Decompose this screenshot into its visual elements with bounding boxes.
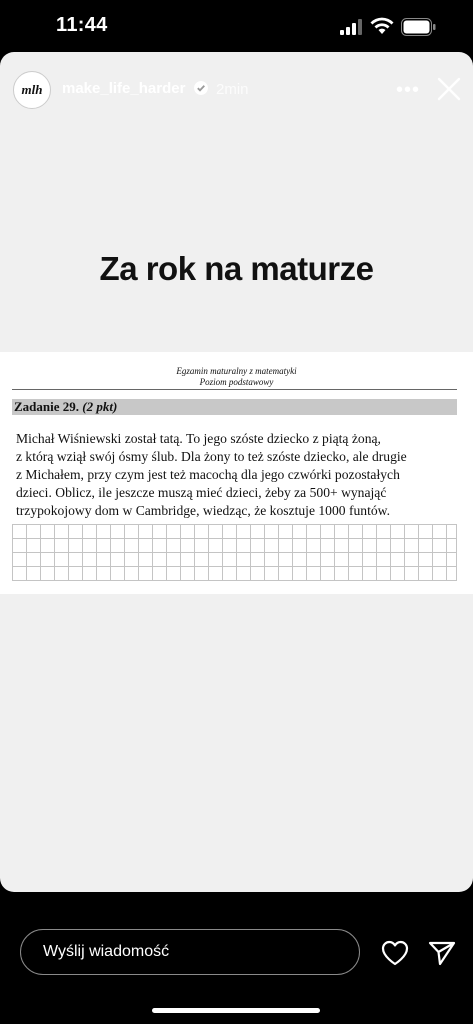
username[interactable]: make_life_harder <box>62 80 186 97</box>
story-headline: Za rok na maturze <box>99 250 374 287</box>
story-card[interactable] <box>0 52 473 892</box>
paper-header-level: Poziom podstawowy <box>199 377 274 387</box>
answer-grid <box>12 524 457 581</box>
verified-icon <box>194 81 208 95</box>
task-points: (2 pkt) <box>82 399 118 414</box>
task-line: z Michałem, przy czym jest też macochą dla jego czwórki pozostałych <box>16 467 400 482</box>
avatar[interactable]: mlh <box>13 71 51 109</box>
home-indicator[interactable] <box>152 1008 320 1013</box>
close-icon[interactable] <box>436 76 462 102</box>
battery-icon <box>401 18 437 36</box>
exam-paper-image <box>0 352 473 594</box>
more-options-icon[interactable]: ••• <box>396 79 421 101</box>
message-input[interactable] <box>20 929 360 975</box>
signal-icon <box>340 19 364 35</box>
task-text <box>16 430 460 520</box>
paper-divider <box>12 389 457 390</box>
status-bar <box>0 0 473 54</box>
wifi-icon <box>370 17 394 35</box>
paper-header-exam: Egzamin maturalny z matematyki <box>176 366 297 376</box>
send-icon[interactable] <box>428 940 456 966</box>
task-title: Zadanie 29. <box>14 399 80 414</box>
status-time: 11:44 <box>56 14 108 36</box>
heart-icon[interactable] <box>381 940 409 966</box>
story-header <box>0 52 473 126</box>
message-placeholder: Wyślij wiadomość <box>43 943 170 960</box>
task-line: Michał Wiśniewski został tatą. To jego szóste dziecko z piątą żoną, <box>16 431 381 446</box>
task-title-bar <box>12 399 457 415</box>
task-line: trzypokojowy dom w Cambridge, wiedząc, że kosztuje 1000 funtów. <box>16 503 390 518</box>
story-age: 2min <box>216 81 249 98</box>
task-line: dzieci. Oblicz, ile jeszcze muszą mieć dzieci, żeby za 500+ wynająć <box>16 485 387 500</box>
task-line: z którą wziął swój ósmy ślub. Dla żony to też szóste dziecko, ale drugie <box>16 449 407 464</box>
